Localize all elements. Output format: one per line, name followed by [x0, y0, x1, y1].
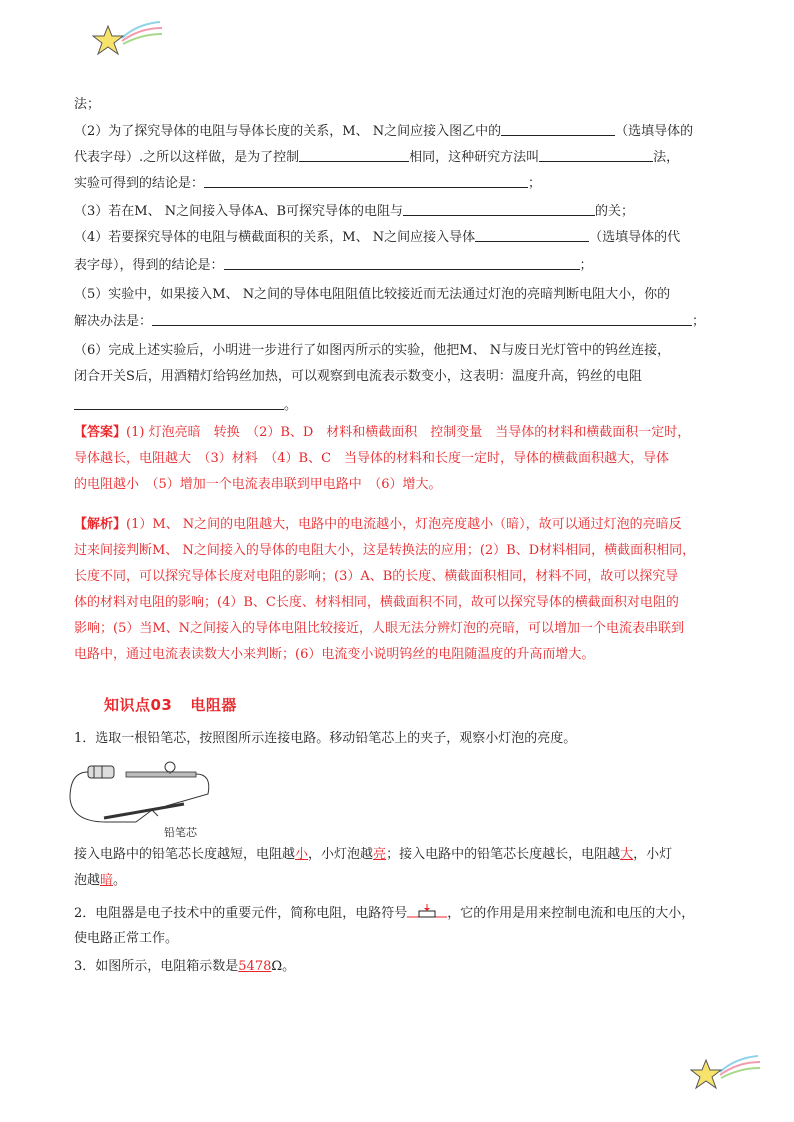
- resistor-symbol-icon: [407, 904, 447, 920]
- analysis-tag: 【解析】: [74, 517, 127, 532]
- answer-line: 的电阻越小 （5）增加一个电流表串联到甲电路中 （6）增大。: [74, 477, 442, 492]
- answer-blank[interactable]: [74, 396, 284, 410]
- fill-answer: 暗: [100, 873, 114, 888]
- q6-line: 闭合开关S后，用酒精灯给钨丝加热，可以观察到电流表示数变小，这表明：温度升高，钨丝的电阻: [74, 369, 642, 384]
- q4-line: 表字母），得到的结论是： ；: [74, 258, 593, 273]
- answer-blank[interactable]: [204, 174, 528, 188]
- analysis-line: 影响；(5）当M、N之间接入的导体电阻比较接近，人眼无法分辨灯泡的亮暗，可以增加一个电流表串联到: [74, 621, 685, 636]
- item-2: 使电路正常工作。: [74, 931, 179, 946]
- q3-line: （3）若在M、 N之间接入导体A、B可探究导体的电阻与 的关；: [74, 204, 635, 219]
- shooting-star-icon: [690, 1050, 762, 1094]
- answer-blank[interactable]: [152, 312, 692, 326]
- analysis-line: 过来间接判断M、 N之间接入的导体的电阻大小，这是转换法的应用；(2）B、D材料相同，横截面积相同，: [74, 543, 696, 558]
- fill-answer: 大: [620, 847, 634, 862]
- pencil-lead-circuit-figure: [66, 760, 216, 838]
- item-2: 2．电阻器是电子技术中的重要元件，简称电阻，电路符号 ，它的作用是用来控制电流和电压的大小，: [74, 906, 695, 921]
- fill-answer: 小: [295, 847, 309, 862]
- item-1-text: 接入电路中的铅笔芯长度越短，电阻越小，小灯泡越亮；接入电路中的铅笔芯长度越长，电阻越大，小灯: [74, 847, 673, 862]
- answer-blank[interactable]: [224, 256, 580, 270]
- q2-line: （2）为了探究导体的电阻与导体长度的关系，M、 N之间应接入图乙中的 （选填导体的: [74, 124, 694, 139]
- item-3: 3．如图所示，电阻箱示数是5478Ω。: [74, 959, 296, 974]
- fill-answer: 5478: [238, 959, 272, 974]
- section-label: 知识点03: [104, 696, 173, 714]
- section-heading: [104, 694, 255, 715]
- q-line: 法；: [74, 97, 101, 112]
- answer-blank[interactable]: [403, 202, 595, 216]
- answer-blank[interactable]: [501, 122, 615, 136]
- answer-blank[interactable]: [475, 228, 589, 242]
- answer-blank[interactable]: [299, 148, 409, 162]
- section-title: 电阻器: [190, 696, 237, 714]
- q5-line: 解决办法是： ；: [74, 314, 706, 329]
- answer-line: 导体越长，电阻越大 （3）材料 （4）B、C 当导体的材料和长度一定时，导体的横截面积越大，导体: [74, 451, 670, 466]
- analysis-line: 电路中，通过电流表读数大小来判断；(6）电流变小说明钨丝的电阻随温度的升高而增大。: [74, 647, 595, 662]
- item-1-text: 泡越暗。: [74, 873, 127, 888]
- item-1: 1．选取一根铅笔芯，按照图所示连接电路。移动铅笔芯上的夹子，观察小灯泡的亮度。: [74, 731, 577, 746]
- answer-line: 【答案】(1) 灯泡亮暗 转换 （2）B、D 材料和横截面积 控制变量 当导体的材料和横截面积一定时，: [74, 425, 691, 440]
- q6-line: （6）完成上述实验后，小明进一步进行了如图丙所示的实验，他把M、 N与废日光灯管中的钨丝连接，: [74, 343, 671, 358]
- q4-line: （4）若要探究导体的电阻与横截面积的关系，M、 N之间应接入导体 （选填导体的代: [74, 230, 681, 245]
- figure-label: 铅笔芯: [164, 826, 197, 838]
- q5-line: （5）实验中，如果接入M、 N之间的导体电阻阻值比较接近而无法通过灯泡的亮暗判断电阻大小，你的: [74, 287, 671, 302]
- q2-line: 代表字母）.之所以这样做，是为了控制 相同，这种研究方法叫 法，: [74, 150, 680, 165]
- fill-answer: 亮: [373, 847, 387, 862]
- answer-blank[interactable]: [539, 148, 653, 162]
- shooting-star-icon: [92, 16, 164, 60]
- analysis-line: 长度不同，可以探究导体长度对电阻的影响；(3）A、B的长度、横截面积相同，材料不同，故可以探究导: [74, 569, 679, 584]
- q2-line: 实验可得到的结论是： ；: [74, 176, 542, 191]
- q6-line: 。: [74, 396, 726, 414]
- answer-tag: 【答案】: [74, 425, 127, 440]
- analysis-line: 体的材料对电阻的影响；(4）B、C长度、材料相同，横截面积不同，故可以探究导体的横截面积对电阻的: [74, 595, 679, 610]
- analysis-line: 【解析】(1）M、 N之间的电阻越大，电路中的电流越小，灯泡亮度越小（暗），故可以通过灯泡的亮暗反: [74, 517, 682, 532]
